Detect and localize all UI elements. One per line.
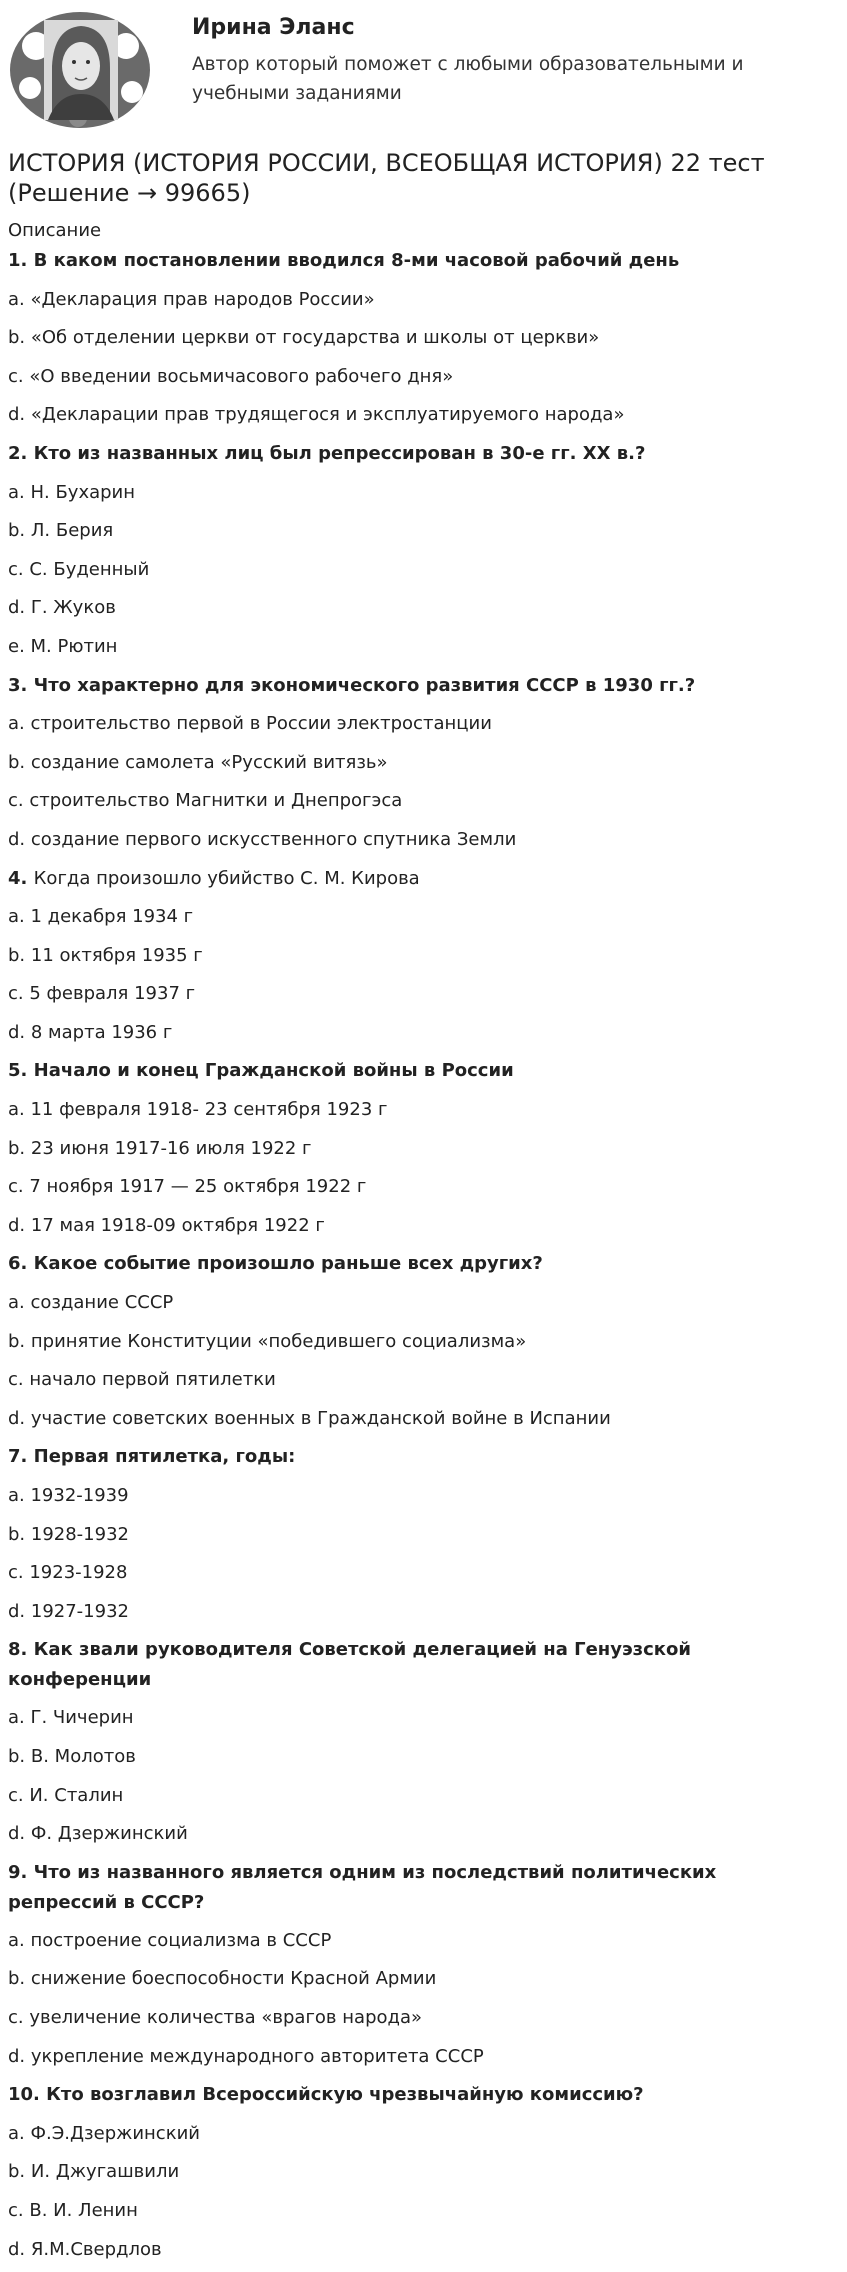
- answer-option: a. 1 декабря 1934 г: [8, 906, 194, 928]
- author-card: [8, 6, 838, 136]
- answer-option: a. 1932-1939: [8, 1485, 129, 1506]
- answer-option: e. М. Рютин: [8, 635, 118, 657]
- answer-option: d. Ф. Дзержинский: [8, 1823, 188, 1845]
- answer-option: a. создание СССР: [8, 1292, 174, 1314]
- answer-option: d. 1927-1932: [8, 1600, 129, 1622]
- question-block: [8, 1631, 808, 1853]
- question-block: [8, 242, 808, 435]
- answer-option: b. И. Джугашвили: [8, 2161, 180, 2183]
- answer-option: b. 1928-1932: [8, 1523, 129, 1545]
- question-text: 5. Начало и конец Гражданской войны в России: [8, 1060, 514, 1082]
- author-name: Ирина Эланс: [192, 15, 355, 40]
- answer-option: d. Г. Жуков: [8, 597, 116, 619]
- question-block: [8, 860, 808, 1053]
- answer-option: b. В. Молотов: [8, 1745, 136, 1767]
- question-block: [8, 1854, 808, 2076]
- answer-option: d. 17 мая 1918-09 октября 1922 г: [8, 1214, 325, 1236]
- answer-option: a. построение социализма в СССР: [8, 1929, 332, 1951]
- answer-option: b. 11 октября 1935 г: [8, 944, 203, 966]
- answer-option: b. создание самолета «Русский витязь»: [8, 751, 388, 773]
- question-block: [8, 1052, 808, 1245]
- question-text: 9. Что из названного является одним из последствий политических репрессий в СССР?: [8, 1861, 717, 1913]
- answer-option: d. «Декларации прав трудящегося и эксплуатируемого народа»: [8, 404, 625, 426]
- answer-option: c. начало первой пятилетки: [8, 1369, 276, 1391]
- answer-option: c. 7 ноября 1917 — 25 октября 1922 г: [8, 1176, 367, 1198]
- answer-option: c. увеличение количества «врагов народа»: [8, 2006, 422, 2028]
- question-block: [8, 667, 808, 860]
- answer-option: c. 1923-1928: [8, 1562, 128, 1584]
- question-text: 4. Когда произошло убийство С. М. Кирова: [8, 867, 420, 889]
- answer-option: d. создание первого искусственного спутника Земли: [8, 828, 517, 850]
- answer-option: b. Л. Берия: [8, 520, 114, 542]
- document: [8, 148, 808, 2269]
- answer-option: c. В. И. Ленин: [8, 2199, 138, 2221]
- question-text: 7. Первая пятилетка, годы:: [8, 1446, 296, 1468]
- answer-option: a. 11 февраля 1918- 23 сентября 1923 г: [8, 1099, 388, 1121]
- answer-option: b. 23 июня 1917-16 июля 1922 г: [8, 1137, 312, 1159]
- author-avatar: [8, 6, 153, 131]
- answer-option: d. 8 марта 1936 г: [8, 1021, 173, 1043]
- question-block: [8, 435, 808, 667]
- question-text: 3. Что характерно для экономического развития СССР в 1930 гг.?: [8, 674, 696, 696]
- question-text: 1. В каком постановлении вводился 8-ми часовой рабочий день: [8, 250, 680, 271]
- answer-option: a. строительство первой в России электростанции: [8, 713, 492, 735]
- answer-option: a. «Декларация прав народов России»: [8, 288, 375, 310]
- answer-option: b. снижение боеспособности Красной Армии: [8, 1968, 437, 1990]
- author-description: Автор который поможет с любыми образовательными и учебными заданиями: [192, 54, 744, 104]
- description-label: Описание: [8, 220, 102, 241]
- answer-option: c. И. Сталин: [8, 1784, 124, 1806]
- answer-option: b. «Об отделении церкви от государства и школы от церкви»: [8, 327, 600, 349]
- answer-option: d. участие советских военных в Гражданской войне в Испании: [8, 1407, 611, 1429]
- answer-option: c. 5 февраля 1937 г: [8, 983, 196, 1005]
- question-text: 8. Как звали руководителя Советской делегацией на Генуэзской конференции: [8, 1639, 691, 1691]
- answer-option: d. укрепление международного авторитета СССР: [8, 2045, 484, 2067]
- question-block: [8, 2076, 808, 2269]
- answer-option: a. Ф.Э.Дзержинский: [8, 2122, 200, 2144]
- question-block: [8, 1438, 808, 1631]
- question-text: 10. Кто возглавил Всероссийскую чрезвычайную комиссию?: [8, 2084, 644, 2106]
- answer-option: a. Г. Чичерин: [8, 1707, 134, 1729]
- answer-option: b. принятие Конституции «победившего социализма»: [8, 1330, 527, 1352]
- answer-option: c. строительство Магнитки и Днепрогэса: [8, 790, 403, 812]
- document-title: ИСТОРИЯ (ИСТОРИЯ РОССИИ, ВСЕОБЩАЯ ИСТОРИЯ) 22 тест (Решение → 99665): [8, 149, 765, 207]
- question-text: 6. Какое событие произошло раньше всех других?: [8, 1253, 543, 1275]
- answer-option: a. Н. Бухарин: [8, 481, 136, 503]
- question-text: 2. Кто из названных лиц был репрессирован в 30-е гг. XX в.?: [8, 442, 646, 464]
- answer-option: d. Я.М.Свердлов: [8, 2238, 162, 2260]
- answer-option: c. С. Буденный: [8, 558, 150, 580]
- question-block: [8, 1245, 808, 1438]
- answer-option: c. «О введении восьмичасового рабочего дня»: [8, 365, 454, 387]
